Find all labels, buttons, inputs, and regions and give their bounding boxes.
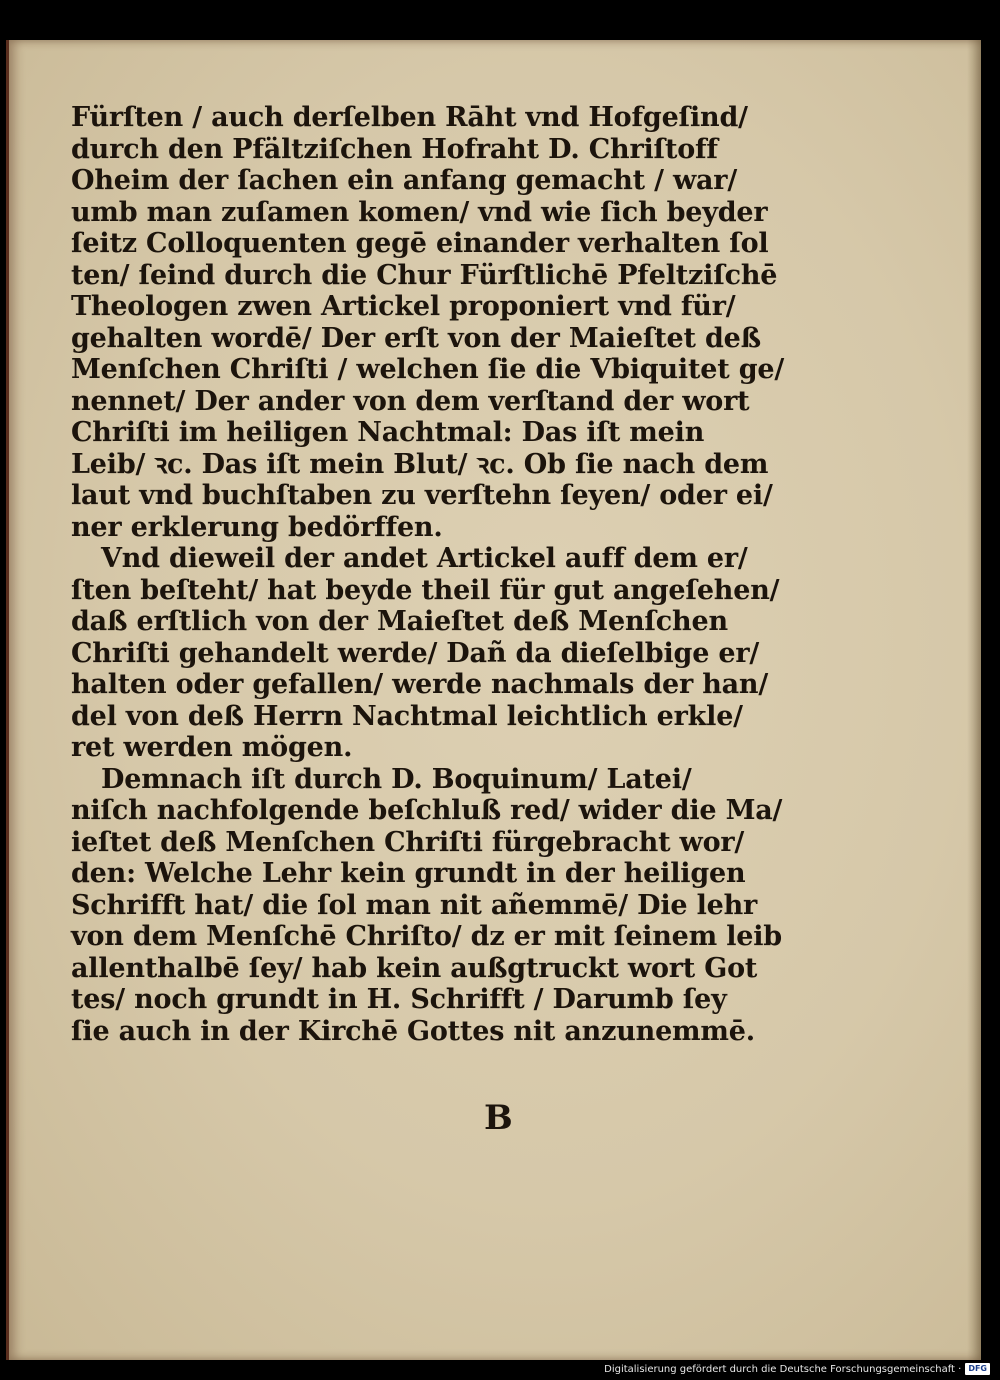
text-line: halten oder gefallen/ werde nachmals der han/ [71,669,769,700]
text-line: Vnd dieweil der andet Artickel auff dem er/ [101,543,748,574]
text-line: ieſtet deß Menſchen Chriſti fürgebracht wor/ [71,826,745,858]
text-line: Chriſti im heiligen Nachtmal: Das iſt mein [71,417,705,448]
text-line: nennet/ Der ander von dem verſtand der wort [71,385,750,417]
text-line: ſeitz Colloquenten gegē einander verhalten ſol [71,228,769,259]
text-line: Theologen zwen Artickel proponiert vnd für/ [71,291,736,322]
footer-credit-text: Digitalisierung gefördert durch die Deutsche Forschungsgemeinschaft · [604,1363,962,1375]
text-line: gehalten wordē/ Der erſt von der Maieſtet deß [71,322,761,354]
signature-mark: B [484,1098,513,1138]
text-line: von dem Menſchē Chriſto/ dz er mit ſeinem leib [71,921,782,952]
text-line: Fürſten / auch derſelben Rāht vnd Hofgeſind/ [71,102,748,133]
text-line: Demnach iſt durch D. Boquinum/ Latei/ [101,763,692,795]
text-line: niſch nachfolgende beſchluß red/ wider die Ma/ [71,795,783,826]
text-line: Leib/ ꝛc. Das iſt mein Blut/ ꝛc. Ob ſie nach dem [71,448,769,480]
text-line: Schrifft hat/ die ſol man nit añemmē/ Die lehr [71,889,758,921]
page-edge-shadow [967,40,981,1360]
page-text-block [71,102,785,1047]
footer-credit [604,1362,990,1376]
text-line: Oheim der ſachen ein anfang gemacht / war/ [71,165,737,196]
dfg-logo-icon[interactable]: DFG [965,1363,990,1375]
text-line: laut vnd buchſtaben zu verſtehn ſeyen/ oder ei/ [71,480,773,511]
text-line: ſie auch in der Kirchē Gottes nit anzunemmē. [71,1015,755,1047]
text-line: Chriſti gehandelt werde/ Dañ da dieſelbige er/ [71,637,760,669]
text-line: umb man zuſamen komen/ vnd wie ſich beyder [71,196,768,228]
text-line: ner erklerung bedörffen. [71,511,443,543]
text-line: tes/ noch grundt in H. Schrifft / Darumb ſey [71,984,727,1015]
text-line: ret werden mögen. [71,732,353,763]
text-line: Menſchen Chriſti / welchen ſie die Vbiquitet ge/ [71,354,785,385]
text-line: durch den Pfältziſchen Hofraht D. Chriſtoff [71,133,718,165]
text-line: ten/ ſeind durch die Chur Fürſtlichē Pfeltziſchē [71,259,778,291]
text-line: del von deß Herrn Nachtmal leichtlich erkle/ [71,700,743,732]
text-line: daß erſtlich von der Maieſtet deß Menſchen [71,606,728,637]
text-line: allenthalbē ſey/ hab kein außgtruckt wort Got [71,952,758,984]
text-line: ſten beſteht/ hat beyde theil für gut angeſehen/ [71,574,780,606]
book-page [6,40,981,1360]
text-line: den: Welche Lehr kein grundt in der heiligen [71,858,746,889]
